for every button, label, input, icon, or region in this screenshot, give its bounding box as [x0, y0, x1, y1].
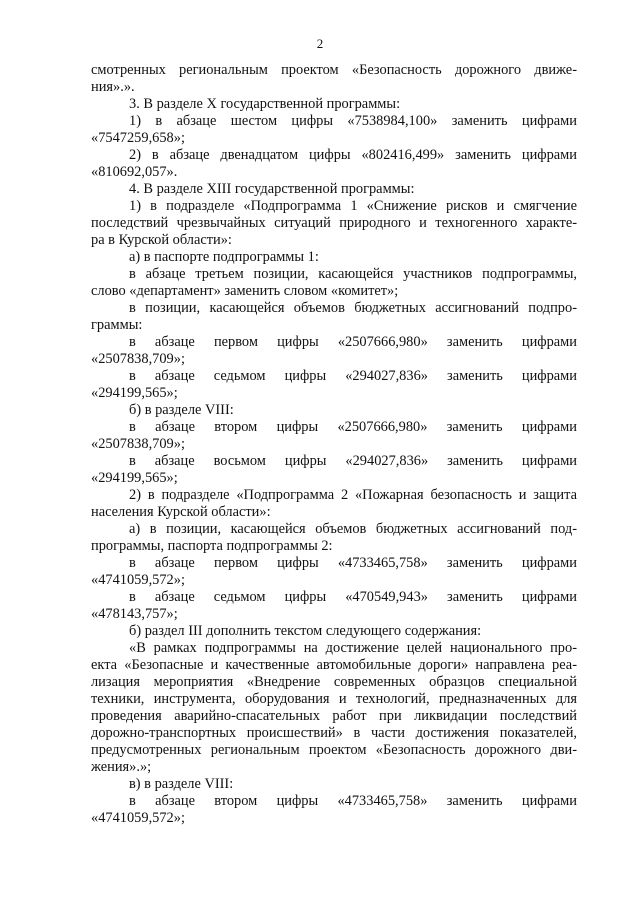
text-line: «2507838,709»;	[91, 436, 185, 452]
text-line: «478143,757»;	[91, 606, 178, 622]
text-line: в позиции, касающейся объемов бюджетных ассигнований подпро-	[129, 300, 577, 316]
text-line: слово «департамент» заменить словом «комитет»;	[91, 283, 399, 299]
text-line: «4741059,572»;	[91, 810, 185, 826]
text-line: 4. В разделе XIII государственной программы:	[129, 181, 415, 197]
text-line: «810692,057».	[91, 164, 178, 180]
text-line: в абзаце первом цифры «2507666,980» заменить цифрами	[129, 334, 577, 350]
text-line: последствий чрезвычайных ситуаций природного и техногенного характе-	[91, 215, 577, 231]
text-line: в абзаце втором цифры «2507666,980» заменить цифрами	[129, 419, 577, 435]
text-line: «4741059,572»;	[91, 572, 185, 588]
text-line: екта «Безопасные и качественные автомобильные дороги» направлена реа-	[91, 657, 577, 673]
text-line: в абзаце седьмом цифры «294027,836» заменить цифрами	[129, 368, 577, 384]
text-line: в абзаце третьем позиции, касающейся участников подпрограммы,	[129, 266, 577, 282]
text-line: в абзаце седьмом цифры «470549,943» заменить цифрами	[129, 589, 577, 605]
text-line: в абзаце первом цифры «4733465,758» заменить цифрами	[129, 555, 577, 571]
text-line: «7547259,658»;	[91, 130, 185, 146]
text-line: техники, инструмента, оборудования и технологий, предназначенных для	[91, 691, 577, 707]
text-line: предусмотренных региональным проектом «Безопасность дорожного дви-	[91, 742, 577, 758]
text-line: в абзаце втором цифры «4733465,758» заменить цифрами	[129, 793, 577, 809]
text-line: 2) в подразделе «Подпрограмма 2 «Пожарная безопасность и защита	[129, 487, 577, 503]
text-line: дорожно-транспортных происшествий» в части достижения показателей,	[91, 725, 577, 741]
text-line: а) в паспорте подпрограммы 1:	[129, 249, 319, 265]
text-line: проведения аварийно-спасательных работ при ликвидации последствий	[91, 708, 577, 724]
text-line: 1) в подразделе «Подпрограмма 1 «Снижение рисков и смягчение	[129, 198, 577, 214]
text-line: в) в разделе VIII:	[129, 776, 234, 792]
text-line: 2) в абзаце двенадцатом цифры «802416,499» заменить цифрами	[129, 147, 577, 163]
document-body	[91, 62, 577, 827]
text-line: населения Курской области»:	[91, 504, 271, 520]
text-line: б) раздел III дополнить текстом следующего содержания:	[129, 623, 482, 639]
text-line: «294199,565»;	[91, 385, 178, 401]
text-line: программы, паспорта подпрограммы 2:	[91, 538, 333, 554]
text-line: граммы:	[91, 317, 143, 333]
text-line: 1) в абзаце шестом цифры «7538984,100» заменить цифрами	[129, 113, 577, 129]
text-line: смотренных региональным проектом «Безопасность дорожного движе-	[91, 62, 577, 78]
text-line: 3. В разделе X государственной программы:	[129, 96, 401, 112]
text-line: «2507838,709»;	[91, 351, 185, 367]
text-line: «294199,565»;	[91, 470, 178, 486]
text-line: ния».».	[91, 79, 135, 95]
text-line: в абзаце восьмом цифры «294027,836» заменить цифрами	[129, 453, 577, 469]
text-line: ра в Курской области»:	[91, 232, 232, 248]
page-number: 2	[316, 36, 324, 51]
text-line: б) в разделе VIII:	[129, 402, 234, 418]
text-line: «В рамках подпрограммы на достижение целей национального про-	[129, 640, 577, 656]
text-line: лизация мероприятия «Внедрение современных образцов специальной	[91, 674, 577, 690]
text-line: а) в позиции, касающейся объемов бюджетных ассигнований под-	[129, 521, 577, 537]
text-line: жения».»;	[91, 759, 152, 775]
